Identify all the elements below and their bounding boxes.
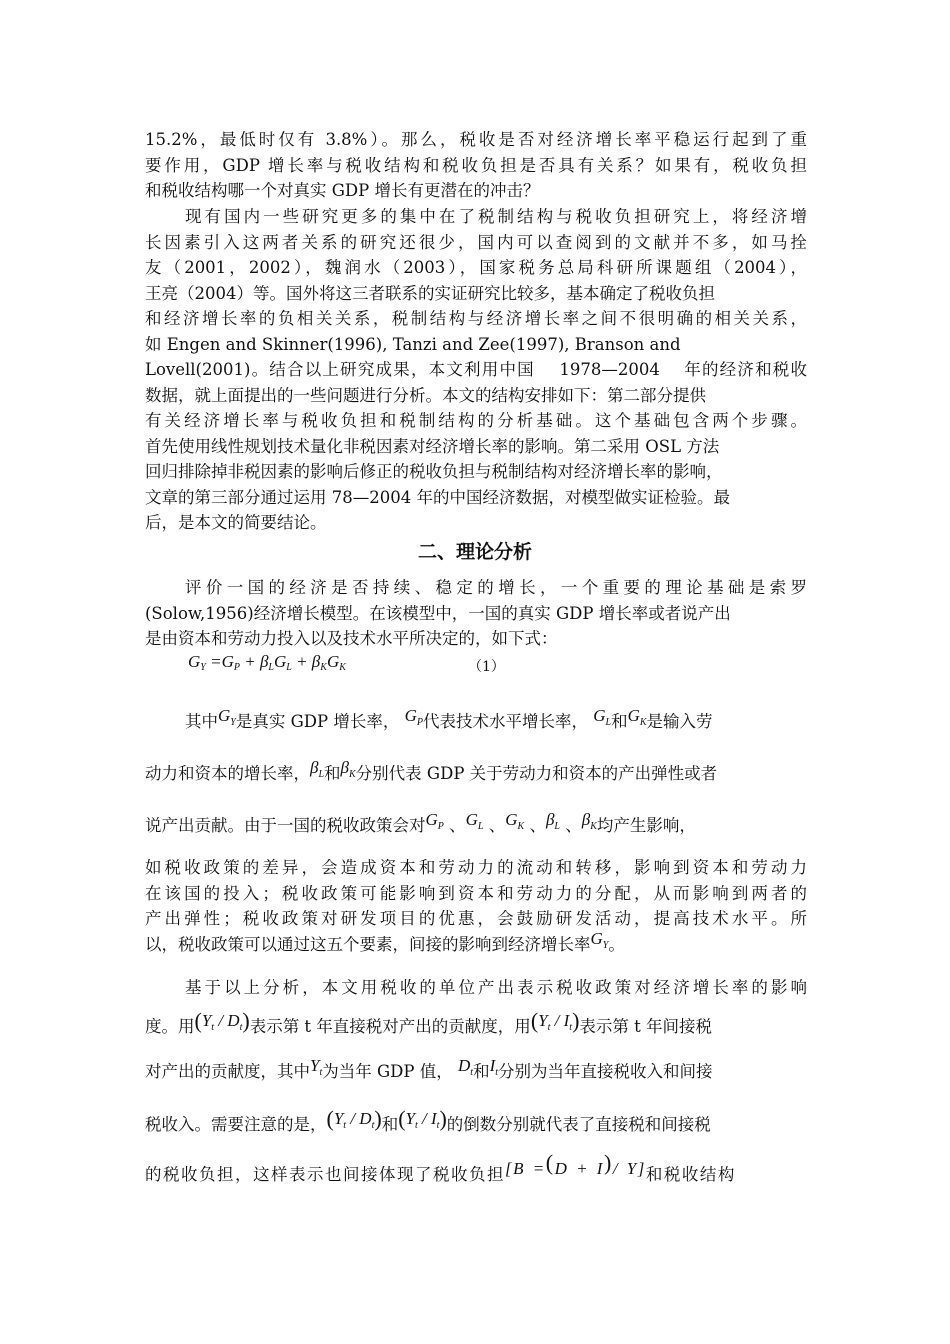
text-line: 王亮（2004）等。国外将这三者联系的实证研究比较多，基本确定了税收负担 xyxy=(145,283,715,303)
text-line: 数据，就上面提出的一些问题进行分析。本文的结构安排如下：第二部分提供 xyxy=(145,385,706,405)
text-line: 的税收负担，这样表示也间接体现了税收负担[B =(D + I)/ Y]和税收结构 xyxy=(145,1150,736,1184)
text-line: 基于以上分析，本文用税收的单位产出表示税收政策对经济增长率的影响 xyxy=(185,978,807,997)
text-line: 税收入。需要注意的是，$(Y_t / D_t)$和$(Y_t / I_t)$的倒数分别就代表了直接税和间接税 xyxy=(145,1106,711,1134)
text-line: 如 Engen and Skinner(1996), Tanzi and Zee(1997), Branson and xyxy=(145,334,681,354)
text-line: 度。用$(Y_t / D_t)$表示第 t 年直接税对产出的贡献度，用$(Y_t / I_t)$表示第 t 年间接税 xyxy=(145,1008,713,1036)
text-line: 说产出贡献。由于一国的税收政策会对$G_P$ 、$G_L$ 、$G_K$ 、$\beta_L$ 、$\beta_K$均产生影响， xyxy=(145,810,696,835)
text-line: 长因素引入这两者关系的研究还很少，国内可以查阅到的文献并不多，如马拴 xyxy=(145,232,807,252)
section-heading: 二、理论分析 xyxy=(417,541,532,563)
text-line: 评价一国的经济是否持续、稳定的增长，一个重要的理论基础是索罗 xyxy=(185,578,807,597)
text-line: 友（2001，2002），魏润水（2003），国家税务总局科研所课题组（2004）， xyxy=(145,258,807,277)
text-line: 动力和资本的增长率，$\beta_L$和$\beta_K$分别代表 GDP 关于劳动力和资本的产出弹性或者 xyxy=(145,758,718,783)
text-line: 其中$G_Y$是真实 GDP 增长率， $G_P$代表技术水平增长率， $G_L$和$G_K$是输入劳 xyxy=(185,706,713,731)
text-line: 后，是本文的简要结论。 xyxy=(145,513,327,532)
text-line: 如税收政策的差异，会造成资本和劳动力的流动和转移，影响到资本和劳动力 xyxy=(145,858,807,877)
growth-equation: $G_Y =G_P + \beta_LG_L + \beta_KG_K$ xyxy=(188,652,346,673)
text-line: 首先使用线性规划技术量化非税因素对经济增长率的影响。第二采用 OSL 方法 xyxy=(145,436,720,456)
text-line: 15.2%，最低时仅有 3.8%）。那么，税收是否对经济增长率平稳运行起到了重 xyxy=(145,130,807,149)
text-line: 产出弹性；税收政策对研发项目的优惠，会鼓励研发活动，提高技术水平。所 xyxy=(145,909,807,928)
text-line: 对产出的贡献度，其中$Y_t$为当年 GDP 值， $D_t$和$I_t$分别为当年直接税收入和间接 xyxy=(145,1056,713,1081)
text-line: (Solow,1956)经济增长模型。在该模型中，一国的真实 GDP 增长率或者说产出 xyxy=(145,603,731,623)
text-line: 在该国的投入；税收政策可能影响到资本和劳动力的分配，从而影响到两者的 xyxy=(145,883,807,903)
text-line: Lovell(2001)。结合以上研究成果，本文利用中国 1978—2004 年的经济和税收 xyxy=(145,360,807,379)
text-line: 以，税收政策可以通过这五个要素，间接的影响到经济增长率$G_Y$。 xyxy=(145,928,625,954)
text-line: 有关经济增长率与税收负担和税制结构的分析基础。这个基础包含两个步骤。 xyxy=(145,411,807,430)
text-line: 现有国内一些研究更多的集中在了税制结构与税收负担研究上，将经济增 xyxy=(185,207,807,226)
text-line: 和税收结构哪一个对真实 GDP 增长有更潜在的冲击？ xyxy=(145,181,540,200)
text-line: 回归排除掉非税因素的影响后修正的税收负担与税制结构对经济增长率的影响， xyxy=(145,462,723,481)
text-line: 是由资本和劳动力投入以及技术水平所决定的，如下式： xyxy=(145,629,558,648)
text-line: 文章的第三部分通过运用 78—2004 年的中国经济数据，对模型做实证检验。最 xyxy=(145,487,730,507)
equation-number: （1） xyxy=(468,659,505,675)
text-line: 要作用，GDP 增长率与税收结构和税收负担是否具有关系？如果有，税收负担 xyxy=(145,155,807,175)
text-line: 和经济增长率的负相关关系，税制结构与经济增长率之间不很明确的相关关系， xyxy=(145,309,807,328)
